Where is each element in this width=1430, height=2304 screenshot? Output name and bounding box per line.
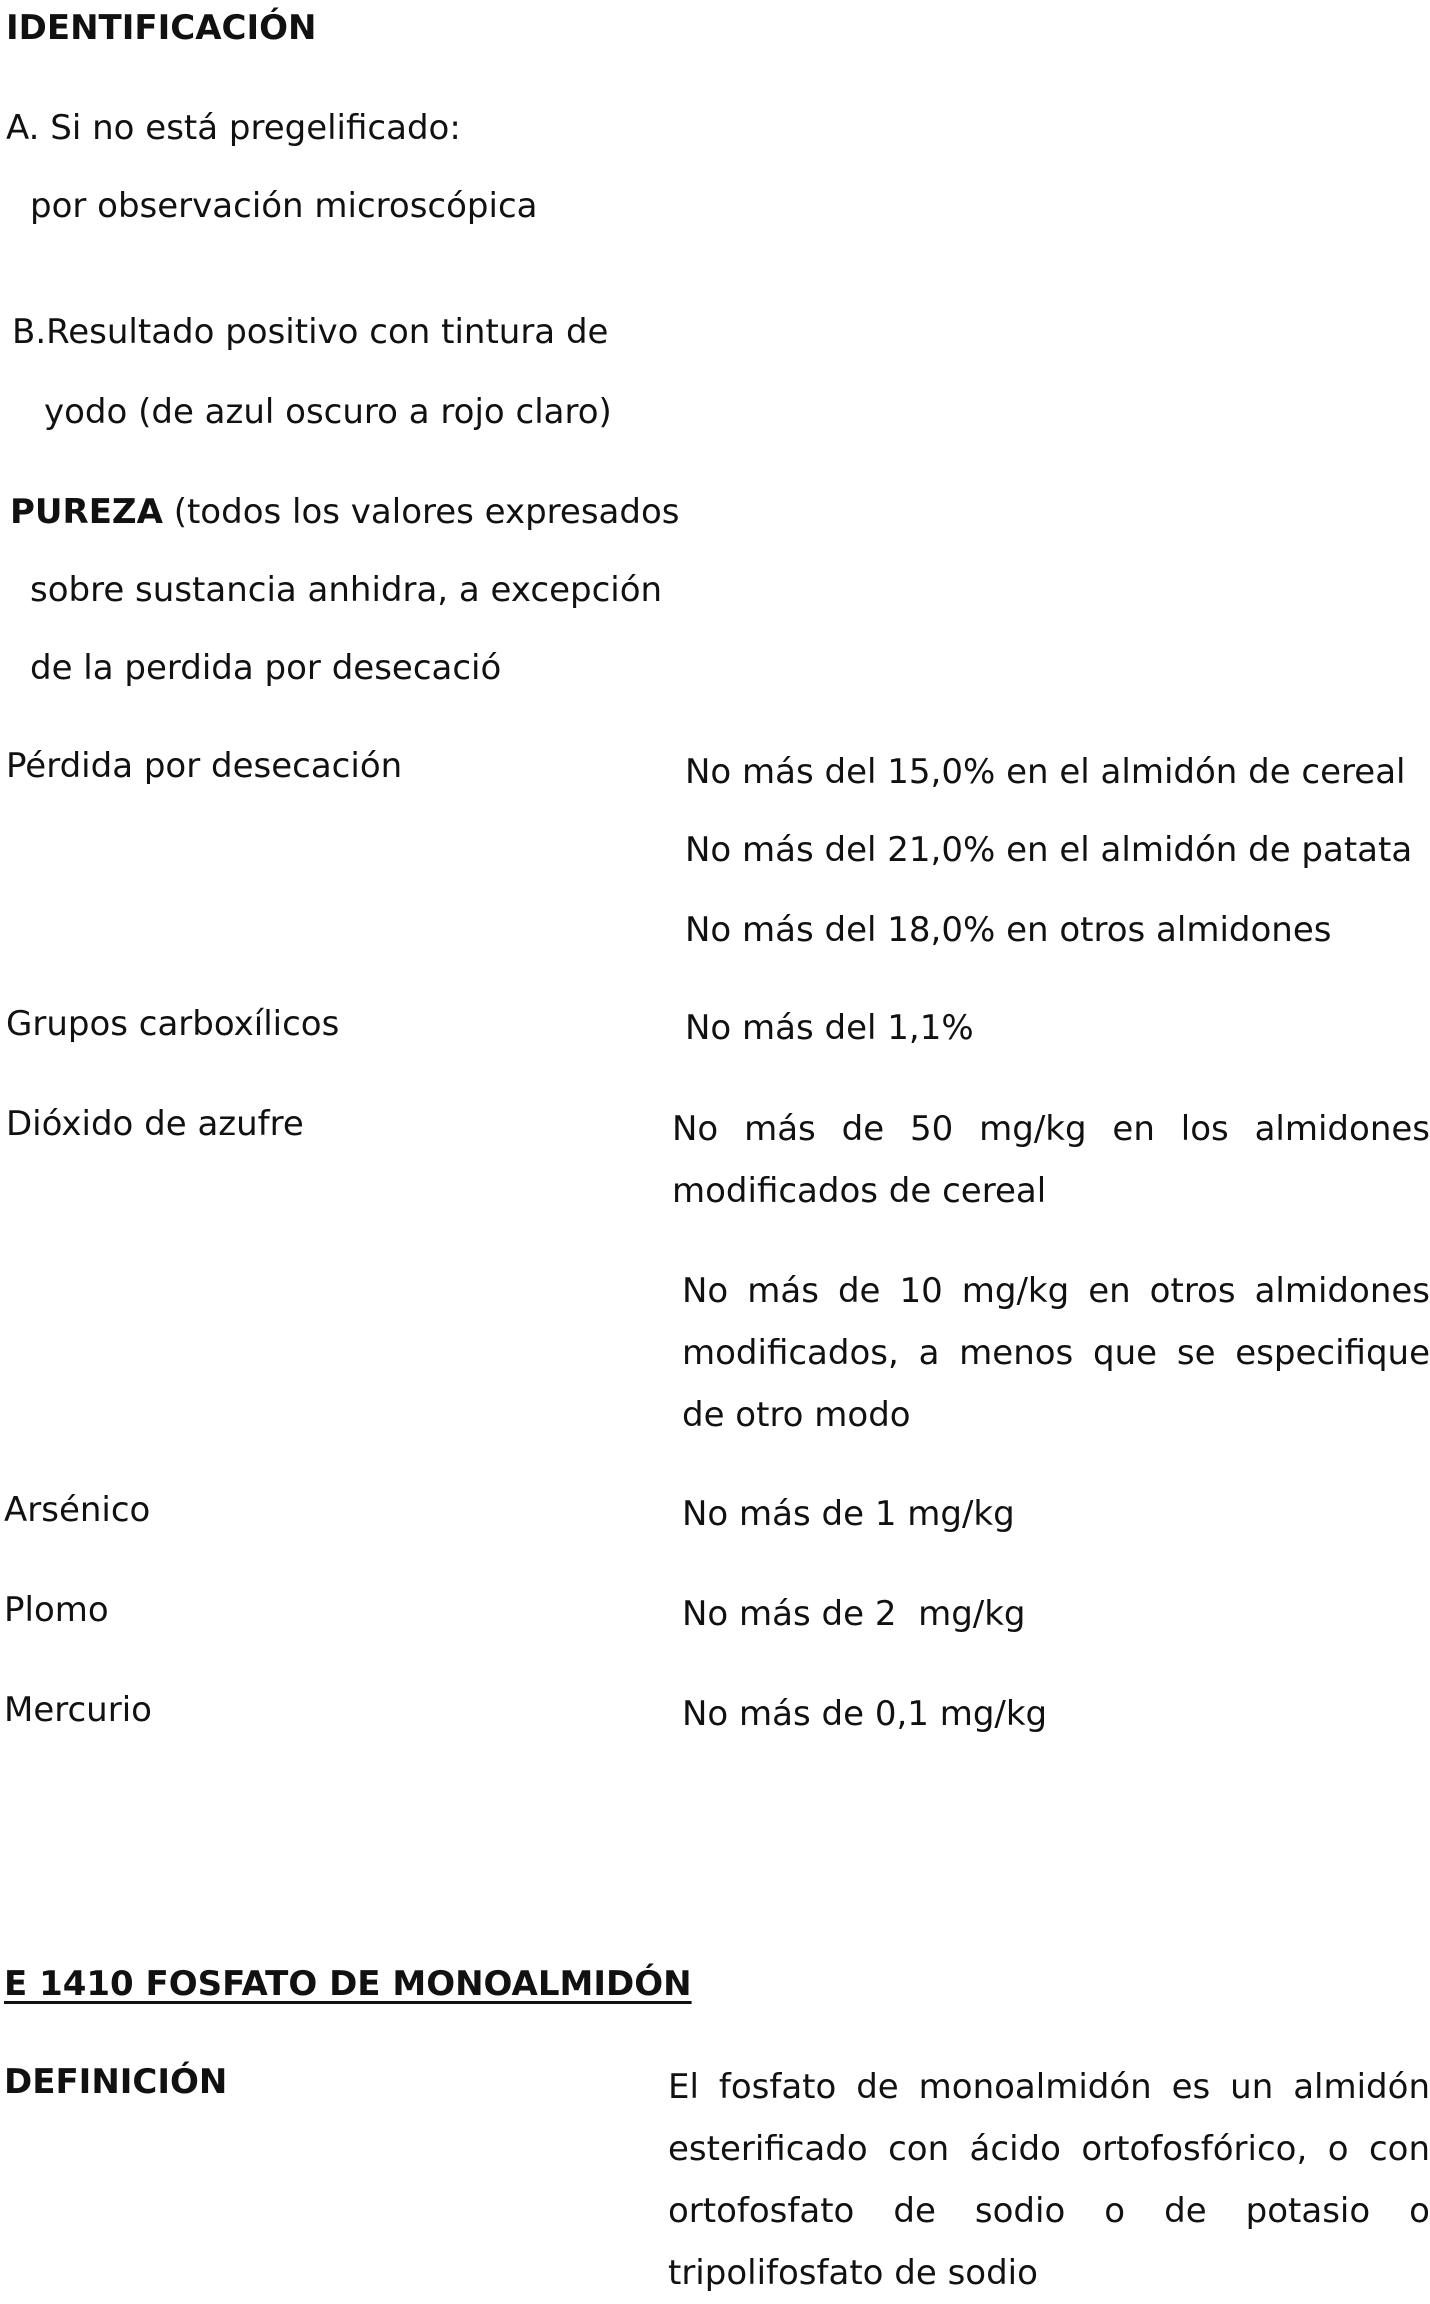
pureza-line1-rest: (todos los valores expresados (162, 492, 680, 532)
definicion-text: El fosfato de monoalmidón es un almidón esterificado con ácido ortofosfórico, o con ortofosfato de sodio o de potasio o tripolifosfato de sodio (668, 2067, 1430, 2293)
carboxilicos-value: No más del 1,1% (685, 1008, 974, 1048)
pureza-line2: sobre sustancia anhidra, a excepción (30, 570, 663, 610)
dioxido-value-1: No más de 50 mg/kg en los almidones modificados de cereal (672, 1109, 1430, 1211)
arsenico-value: No más de 1 mg/kg (682, 1494, 1015, 1534)
dioxido-value-2: No más de 10 mg/kg en otros almidones modificados, a menos que se especifique de otro modo (682, 1271, 1430, 1435)
identificacion-a-line1: A. Si no está pregelificado: (6, 108, 461, 148)
identificacion-heading: IDENTIFICACIÓN (6, 8, 317, 48)
pureza-line3: de la perdida por desecació (30, 648, 502, 688)
pureza-line1 (10, 492, 679, 532)
definicion-label: DEFINICIÓN (4, 2062, 228, 2102)
identificacion-b-line1: B.Resultado positivo con tintura de (12, 312, 609, 352)
plomo-label: Plomo (4, 1590, 109, 1630)
perdida-value-3: No más del 18,0% en otros almidones (685, 910, 1332, 950)
mercurio-value: No más de 0,1 mg/kg (682, 1694, 1048, 1734)
plomo-value: No más de 2 mg/kg (682, 1594, 1026, 1634)
perdida-label: Pérdida por desecación (6, 746, 403, 786)
identificacion-a-line2: por observación microscópica (30, 186, 538, 226)
pureza-heading: PUREZA (10, 492, 163, 532)
section-title: E 1410 FOSFATO DE MONOALMIDÓN (4, 1964, 692, 2004)
carboxilicos-label: Grupos carboxílicos (6, 1004, 340, 1044)
arsenico-label: Arsénico (4, 1490, 151, 1530)
mercurio-label: Mercurio (4, 1690, 152, 1730)
perdida-value-1: No más del 15,0% en el almidón de cereal (685, 752, 1406, 792)
identificacion-b-line2: yodo (de azul oscuro a rojo claro) (44, 392, 612, 432)
perdida-value-2: No más del 21,0% en el almidón de patata (685, 830, 1413, 870)
dioxido-label: Dióxido de azufre (6, 1104, 304, 1144)
